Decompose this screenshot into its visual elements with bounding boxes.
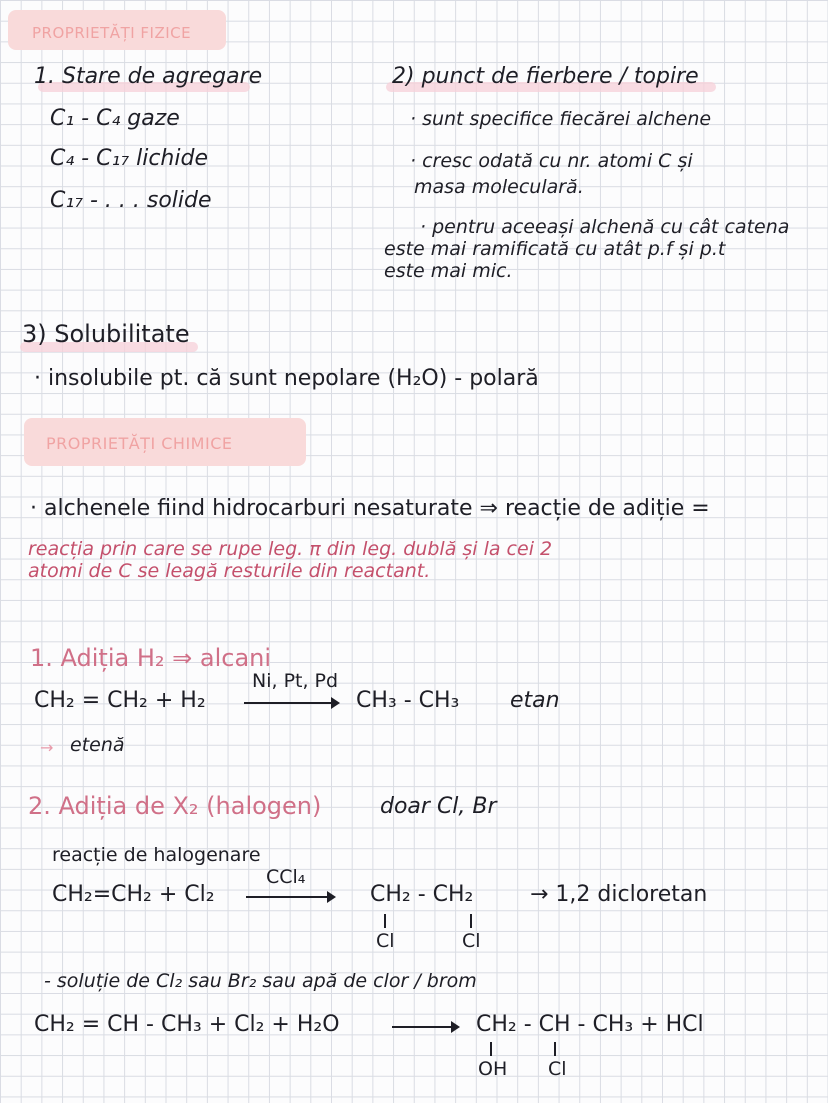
definition-line-2: atomi de C se leagă resturile din reactant. [28, 560, 431, 582]
item2-bullet-2: · cresc odată cu nr. atomi C și [410, 150, 693, 172]
reaction2-sub-left: Cl [376, 930, 395, 952]
item3-line: · insolubile pt. că sunt nepolare (H₂O) - polară [34, 366, 539, 391]
section-title-chemical: PROPRIETĂȚI CHIMICE [46, 434, 233, 453]
reaction1-arrow [244, 702, 338, 704]
reaction2-left: CH₂=CH₂ + Cl₂ [52, 882, 215, 907]
reaction1-reactant-name: etenă [70, 734, 125, 756]
intro-line: · alchenele fiind hidrocarburi nesaturate ⇒ reacție de adiție = [30, 496, 710, 521]
reaction2-solvent: CCl₄ [266, 866, 306, 888]
item2-bullet-2-cont: masa moleculară. [414, 176, 584, 198]
reaction3-sub-right: Cl [548, 1058, 567, 1080]
state-line-liquid: C₄ - C₁₇ lichide [50, 146, 208, 171]
bond-line [490, 1042, 492, 1056]
state-line-gas: C₁ - C₄ gaze [50, 106, 180, 131]
reaction1-left: CH₂ = CH₂ + H₂ [34, 688, 206, 713]
reaction2-sub-right: Cl [462, 930, 481, 952]
bond-line [384, 914, 386, 928]
reaction3-right: CH₂ - CH - CH₃ + HCl [476, 1012, 704, 1037]
item2-bullet-3-cont2: este mai mic. [384, 260, 513, 282]
reaction3-left: CH₂ = CH - CH₃ + Cl₂ + H₂O [34, 1012, 340, 1037]
definition-line-1: reacția prin care se rupe leg. π din leg. dublă și la cei 2 [28, 538, 553, 560]
reaction3-note: - soluție de Cl₂ sau Br₂ sau apă de clor / brom [44, 970, 477, 992]
reaction2-right: CH₂ - CH₂ [370, 882, 474, 907]
reaction1-catalyst: Ni, Pt, Pd [252, 670, 339, 692]
pink-arrow-icon: → [40, 738, 54, 757]
section-title-physical: PROPRIETĂȚI FIZICE [32, 24, 192, 42]
item3-heading: 3) Solubilitate [22, 320, 190, 348]
bond-line [554, 1042, 556, 1056]
bond-line [470, 914, 472, 928]
reaction2-heading: 2. Adiția de X₂ (halogen) [28, 792, 322, 820]
reaction1-heading: 1. Adiția H₂ ⇒ alcani [30, 644, 272, 672]
reaction3-arrow [392, 1026, 458, 1028]
reaction2-arrow [246, 896, 334, 898]
reaction2-heading-extra: doar Cl, Br [380, 794, 497, 819]
reaction3-sub-left: OH [478, 1058, 508, 1080]
state-line-solid: C₁₇ - . . . solide [50, 188, 212, 213]
item2-bullet-3: · pentru aceeași alchenă cu cât catena [420, 216, 790, 238]
item2-bullet-1: · sunt specifice fiecărei alchene [410, 108, 712, 130]
reaction2-product-name: → 1,2 dicloretan [530, 882, 708, 907]
reaction1-product-name: etan [510, 688, 560, 713]
item2-heading: 2) punct de fierbere / topire [392, 64, 699, 89]
item1-heading: 1. Stare de agregare [34, 64, 263, 89]
reaction2-sub: reacție de halogenare [52, 844, 261, 866]
item2-bullet-3-cont1: este mai ramificată cu atât p.f și p.t [384, 238, 726, 260]
reaction1-right: CH₃ - CH₃ [356, 688, 460, 713]
